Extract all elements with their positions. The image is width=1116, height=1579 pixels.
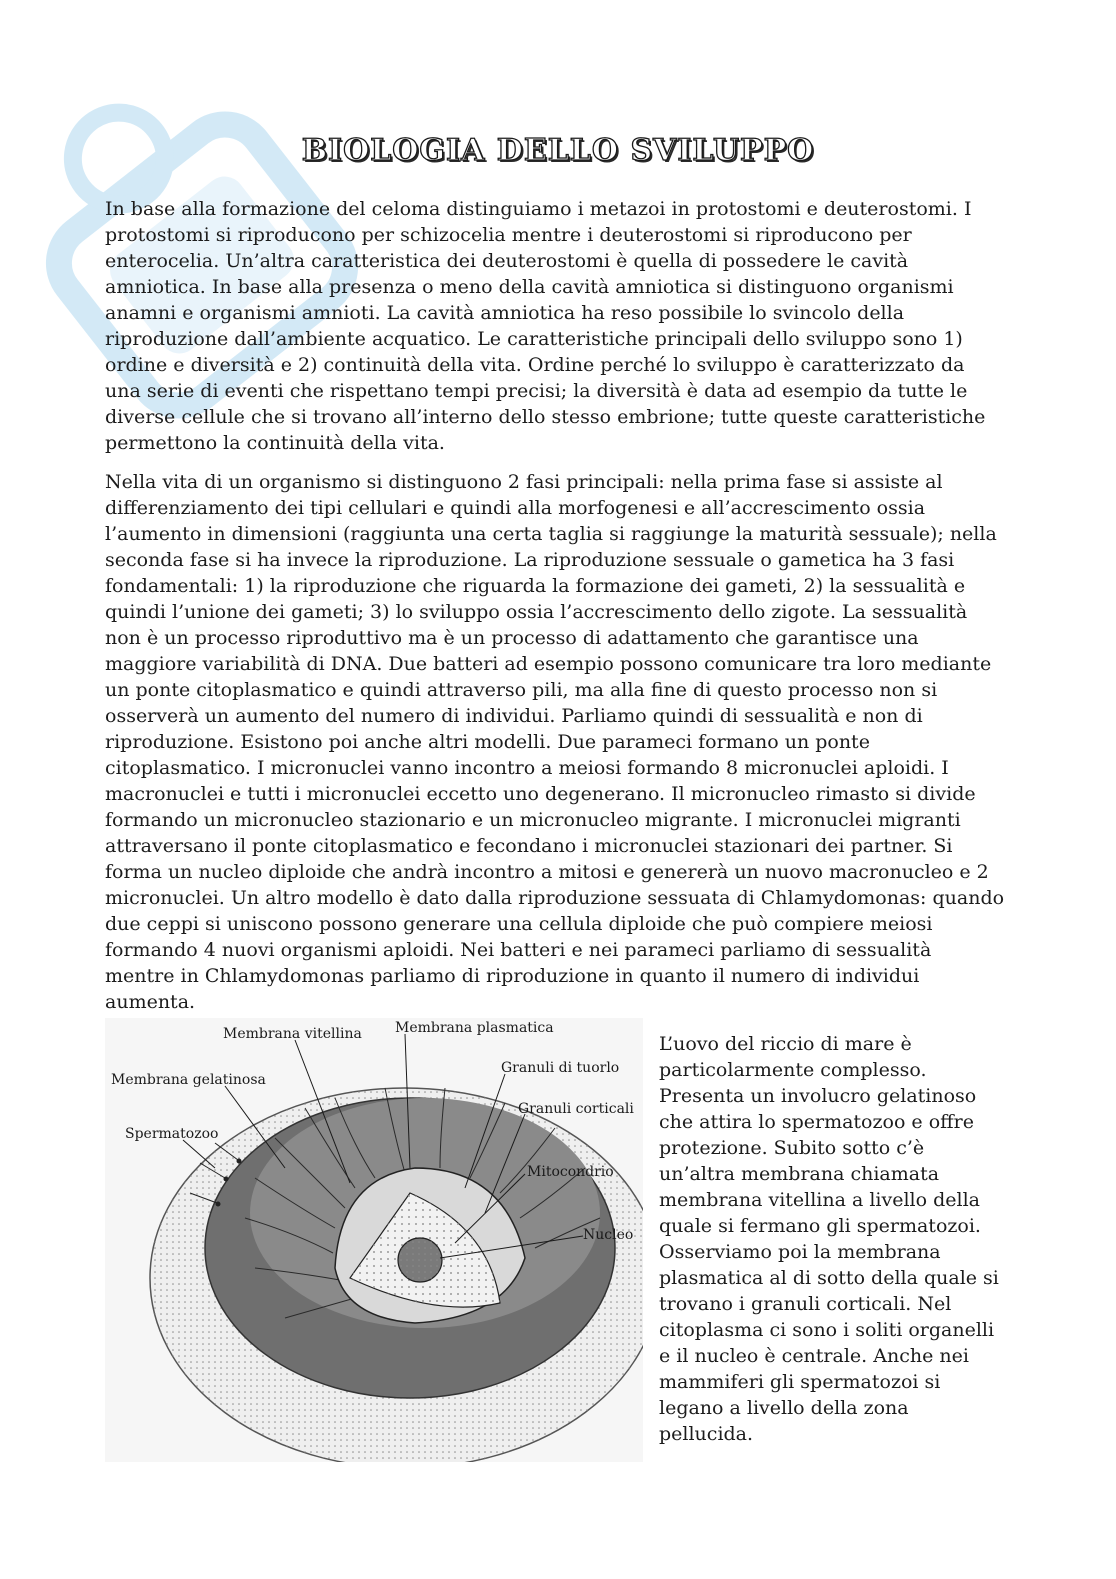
- label-nucleo: Nucleo: [583, 1227, 634, 1243]
- figure-caption-text: L’uovo del riccio di mare è particolarmente complesso. Presenta un involucro gelatinoso che attira lo spermatozoo e offre protezione. Subito sotto c’è un’altra membrana chiamata membrana vitellina a livello della quale si fermano gli spermatozoi. Osserviamo poi la membrana plasmatica al di sotto della quale si trovano i granuli corticali. Nel citoplasma ci sono i soliti organelli e il nucleo è centrale. Anche nei mammiferi gli spermatozoi si legano a livello della zona pellucida.: [659, 1033, 999, 1445]
- label-mitocondrio: Mitocondrio: [527, 1164, 614, 1180]
- page-title: BIOLOGIA DELLO SVILUPPO: [301, 133, 815, 168]
- label-membrana-vitellina: Membrana vitellina: [223, 1026, 362, 1042]
- label-membrana-plasmatica: Membrana plasmatica: [395, 1020, 554, 1036]
- label-spermatozoo: Spermatozoo: [125, 1126, 219, 1142]
- label-granuli-tuorlo: Granuli di tuorlo: [501, 1060, 620, 1076]
- sea-urchin-egg-figure: [105, 1018, 643, 1462]
- egg-diagram: [105, 1018, 643, 1462]
- paragraph-life-phases: Nella vita di un organismo si distinguono 2 fasi principali: nella prima fase si assiste al differenziamento dei tipi cellulari e quindi alla morfogenesi e all’accrescimento ossia l’aumento in dimensioni (raggiunta una certa taglia si raggiunge la maturità sessuale); nella seconda fase si ha invece la riproduzione. La riproduzione sessuale o gametica ha 3 fasi fondamentali: 1) la riproduzione che riguarda la formazione dei gameti, 2) la sessualità e quindi l’unione dei gameti; 3) lo sviluppo ossia l’accrescimento dello zigote. La sessualità non è un processo riproduttivo ma è un processo di adattamento che garantisce una maggiore variabilità di DNA. Due batteri ad esempio possono comunicare tra loro mediante un ponte citoplasmatico e quindi attraverso pili, ma alla fine di questo processo non si osserverà un aumento del numero di individui. Parliamo quindi di sessualità e non di riproduzione. Esistono poi anche altri modelli. Due parameci formano un ponte citoplasmatico. I micronuclei vanno incontro a meiosi formando 8 micronuclei aploidi. I macronuclei e tutti i micronuclei eccetto uno degenerano. Il micronucleo rimasto si divide formando un micronucleo stazionario e un micronucleo migrante. I micronuclei migranti attraversano il ponte citoplasmatico e fecondano i micronuclei stazionari dei partner. Si forma un nucleo diploide che andrà incontro a mitosi e genererà un nuovo macronucleo e 2 micronuclei. Un altro modello è dato dalla riproduzione sessuata di Chlamydomonas: quando due ceppi si uniscono possono generare una cellula diploide che può compiere meiosi formando 4 nuovi organismi aploidi. Nei batteri e nei parameci parliamo di sessualità mentre in Chlamydomonas parliamo di riproduzione in quanto il numero di individui aumenta.: [105, 471, 1005, 1013]
- label-granuli-corticali: Granuli corticali: [518, 1101, 634, 1117]
- paragraph-intro: In base alla formazione del celoma distinguiamo i metazoi in protostomi e deuterostomi. I protostomi si riproducono per schizocelia mentre i deuterostomi si riproducono per enterocelia. Un’altra caratteristica dei deuterostomi è quella di possedere le cavità amniotica. In base alla presenza o meno della cavità amniotica si distinguono organismi anamni e organismi amnioti. La cavità amniotica ha reso possibile lo svincolo della riproduzione dall’ambiente acquatico. Le caratteristiche principali dello sviluppo sono 1) ordine e diversità e 2) continuità della vita. Ordine perché lo sviluppo è caratterizzato da una serie di eventi che rispettano tempi precisi; la diversità è data ad esempio da tutte le diverse cellule che si trovano all’interno dello stesso embrione; tutte queste caratteristiche permettono la continuità della vita.: [105, 198, 986, 454]
- label-membrana-gelatinosa: Membrana gelatinosa: [111, 1072, 266, 1088]
